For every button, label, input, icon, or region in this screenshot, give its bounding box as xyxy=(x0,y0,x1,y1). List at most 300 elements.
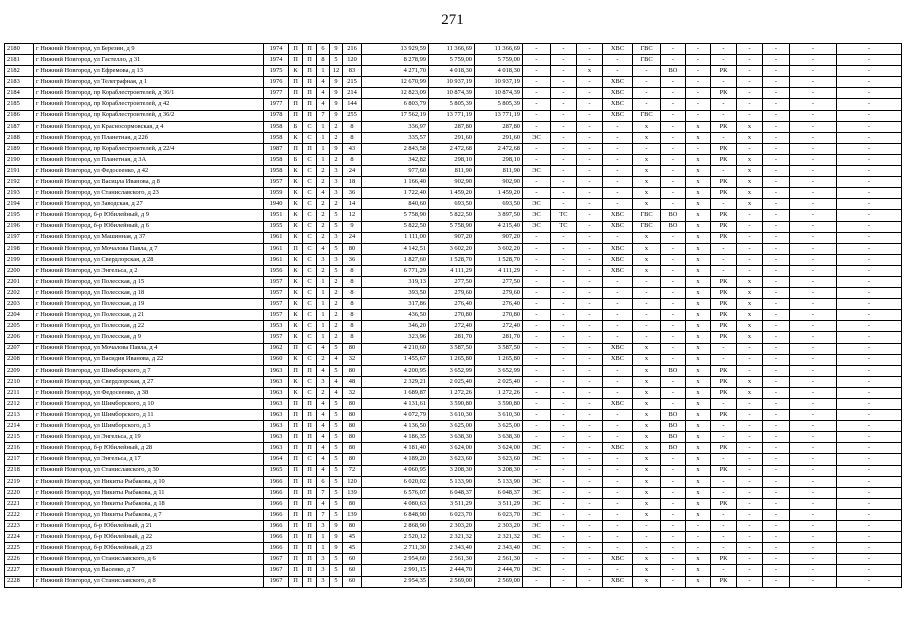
table-cell: х xyxy=(633,509,661,520)
table-cell: - xyxy=(551,243,577,254)
table-cell: 272,40 xyxy=(475,321,523,332)
table-cell: - xyxy=(523,143,551,154)
table-cell: х xyxy=(686,565,711,576)
row-number-cell: 2193 xyxy=(5,188,34,199)
table-cell: 1966 xyxy=(264,476,289,487)
table-cell: - xyxy=(790,454,837,465)
table-cell: х xyxy=(633,476,661,487)
table-cell: - xyxy=(577,55,603,66)
row-number-cell: 2194 xyxy=(5,199,34,210)
address-cell: г Нижний Новгород, ул Полесская, д 18 xyxy=(34,288,264,299)
table-cell: - xyxy=(763,365,790,376)
table-cell: 2 xyxy=(317,177,330,188)
table-cell: - xyxy=(790,565,837,576)
table-row xyxy=(5,465,902,476)
table-cell: К xyxy=(289,199,303,210)
table-cell: 1940 xyxy=(264,199,289,210)
table-cell: - xyxy=(523,66,551,77)
table-cell: - xyxy=(686,66,711,77)
housing-register-table xyxy=(4,43,902,588)
table-cell: 5 xyxy=(330,421,343,432)
address-cell: г Нижний Новгород, ул Шимборского, д 10 xyxy=(34,399,264,410)
table-cell: 1957 xyxy=(264,310,289,321)
table-cell: - xyxy=(633,288,661,299)
table-cell: х xyxy=(686,509,711,520)
table-cell: х xyxy=(737,387,763,398)
table-cell: - xyxy=(523,44,551,55)
table-cell: 5 805,39 xyxy=(429,99,475,110)
table-cell: х xyxy=(686,387,711,398)
table-cell: 902,90 xyxy=(475,177,523,188)
table-cell: 1963 xyxy=(264,365,289,376)
table-cell: РК xyxy=(711,66,737,77)
row-number-cell: 2196 xyxy=(5,221,34,232)
table-row xyxy=(5,443,902,454)
table-cell: 1967 xyxy=(264,576,289,587)
table-cell: - xyxy=(661,521,686,532)
table-cell: 3 590,80 xyxy=(429,399,475,410)
table-row xyxy=(5,188,902,199)
table-row xyxy=(5,265,902,276)
table-row xyxy=(5,210,902,221)
table-cell: П xyxy=(289,576,303,587)
table-cell: 6 771,29 xyxy=(362,265,429,276)
row-number-cell: 2188 xyxy=(5,132,34,143)
table-cell: 139 xyxy=(343,487,362,498)
table-cell: - xyxy=(790,143,837,154)
table-cell: 3 xyxy=(317,565,330,576)
table-cell: 4 080,63 xyxy=(362,498,429,509)
table-cell: 2 561,30 xyxy=(475,554,523,565)
table-cell: - xyxy=(711,565,737,576)
table-cell: - xyxy=(661,143,686,154)
table-row xyxy=(5,454,902,465)
table-cell: 2 561,30 xyxy=(429,554,475,565)
table-cell: П xyxy=(303,487,317,498)
table-cell: - xyxy=(737,55,763,66)
table-cell: - xyxy=(737,354,763,365)
table-cell: - xyxy=(837,77,902,88)
table-row xyxy=(5,299,902,310)
table-cell: - xyxy=(603,498,633,509)
table-cell: С xyxy=(303,177,317,188)
table-cell: 3 xyxy=(330,177,343,188)
table-cell: х xyxy=(633,254,661,265)
table-cell: ХВС xyxy=(603,554,633,565)
table-cell: - xyxy=(686,543,711,554)
table-cell: - xyxy=(551,299,577,310)
table-cell: П xyxy=(289,399,303,410)
table-row xyxy=(5,243,902,254)
table-cell: 7 xyxy=(317,509,330,520)
table-cell: 1957 xyxy=(264,177,289,188)
table-cell: х xyxy=(633,387,661,398)
row-number-cell: 2218 xyxy=(5,465,34,476)
row-number-cell: 2223 xyxy=(5,521,34,532)
table-cell: х xyxy=(633,443,661,454)
table-cell: - xyxy=(737,210,763,221)
table-cell: - xyxy=(603,310,633,321)
table-cell: - xyxy=(711,454,737,465)
table-cell: х xyxy=(633,154,661,165)
table-cell: - xyxy=(763,576,790,587)
table-cell: 6 020,02 xyxy=(362,476,429,487)
table-cell: - xyxy=(523,121,551,132)
table-cell: - xyxy=(763,410,790,421)
table-cell: - xyxy=(633,77,661,88)
table-cell: - xyxy=(603,521,633,532)
table-cell: - xyxy=(577,88,603,99)
table-cell: х xyxy=(633,454,661,465)
table-cell: - xyxy=(661,399,686,410)
table-cell: х xyxy=(686,188,711,199)
table-cell: - xyxy=(523,299,551,310)
table-cell: 298,10 xyxy=(429,154,475,165)
table-cell: ХВС xyxy=(603,210,633,221)
table-cell: 1975 xyxy=(264,66,289,77)
table-cell: 3 xyxy=(317,376,330,387)
table-cell: ЭС xyxy=(523,543,551,554)
table-cell: - xyxy=(763,121,790,132)
table-cell: х xyxy=(737,166,763,177)
table-row xyxy=(5,154,902,165)
table-cell: - xyxy=(577,276,603,287)
table-cell: - xyxy=(837,410,902,421)
table-cell: П xyxy=(303,432,317,443)
table-cell: - xyxy=(577,365,603,376)
table-cell: - xyxy=(523,177,551,188)
table-cell: 9 xyxy=(330,110,343,121)
table-cell: - xyxy=(711,421,737,432)
row-number-cell: 2212 xyxy=(5,399,34,410)
table-cell: РК xyxy=(711,276,737,287)
table-cell: - xyxy=(763,166,790,177)
table-cell: - xyxy=(763,132,790,143)
table-cell: - xyxy=(711,166,737,177)
table-cell: х xyxy=(686,310,711,321)
row-number-cell: 2222 xyxy=(5,509,34,520)
table-row xyxy=(5,77,902,88)
table-cell: - xyxy=(790,476,837,487)
table-cell: С xyxy=(303,154,317,165)
table-cell: - xyxy=(790,521,837,532)
table-cell: РК xyxy=(711,88,737,99)
row-number-cell: 2217 xyxy=(5,454,34,465)
table-cell: - xyxy=(737,77,763,88)
table-cell: 5 xyxy=(330,243,343,254)
address-cell: г Нижний Новгород, ул Никиты Рыбакова, д 18 xyxy=(34,498,264,509)
table-cell: 1 272,26 xyxy=(475,387,523,398)
table-cell: 1 528,70 xyxy=(429,254,475,265)
table-cell: П xyxy=(289,99,303,110)
table-cell: х xyxy=(686,432,711,443)
table-cell: - xyxy=(633,521,661,532)
table-cell: - xyxy=(790,387,837,398)
table-cell: - xyxy=(577,532,603,543)
table-cell: РК xyxy=(711,310,737,321)
table-cell: С xyxy=(303,254,317,265)
table-cell: - xyxy=(577,110,603,121)
table-cell: - xyxy=(551,66,577,77)
table-cell: - xyxy=(837,55,902,66)
table-cell: ХВС xyxy=(603,343,633,354)
table-cell: 5 805,39 xyxy=(475,99,523,110)
table-cell: 18 xyxy=(343,177,362,188)
table-cell: 393,50 xyxy=(362,288,429,299)
table-cell: х xyxy=(737,276,763,287)
table-cell: 4 xyxy=(317,88,330,99)
table-cell: - xyxy=(577,543,603,554)
table-cell: - xyxy=(790,332,837,343)
table-cell: - xyxy=(837,532,902,543)
table-cell: К xyxy=(289,254,303,265)
table-cell: - xyxy=(661,121,686,132)
table-cell: 80 xyxy=(343,421,362,432)
table-cell: 1 265,80 xyxy=(475,354,523,365)
table-cell: 1957 xyxy=(264,299,289,310)
table-cell: 2 xyxy=(330,132,343,143)
table-cell: 3 625,00 xyxy=(475,421,523,432)
table-cell: - xyxy=(711,265,737,276)
table-cell: - xyxy=(790,410,837,421)
table-cell: - xyxy=(577,376,603,387)
table-cell: 3 xyxy=(317,254,330,265)
table-cell: - xyxy=(837,143,902,154)
table-cell: - xyxy=(790,498,837,509)
table-cell: К xyxy=(289,288,303,299)
table-cell: РК xyxy=(711,332,737,343)
address-cell: г Нижний Новгород, пр Кораблестроителей, д 36/1 xyxy=(34,88,264,99)
address-cell: г Нижний Новгород, ул Березин, д 9 xyxy=(34,44,264,55)
table-cell: 13 929,59 xyxy=(362,44,429,55)
table-cell: - xyxy=(790,343,837,354)
table-cell: - xyxy=(551,399,577,410)
table-cell: 2 321,32 xyxy=(429,532,475,543)
table-cell: х xyxy=(686,332,711,343)
table-cell: 4 xyxy=(317,99,330,110)
table-cell: РК xyxy=(711,410,737,421)
table-cell: П xyxy=(289,432,303,443)
table-cell: - xyxy=(837,365,902,376)
table-cell: 3 602,20 xyxy=(475,243,523,254)
table-cell: - xyxy=(737,399,763,410)
table-cell: - xyxy=(837,565,902,576)
table-cell: - xyxy=(577,299,603,310)
table-cell: П xyxy=(303,143,317,154)
table-cell: 5 xyxy=(330,410,343,421)
table-cell: х xyxy=(686,121,711,132)
table-cell: 2 xyxy=(330,332,343,343)
table-cell: К xyxy=(289,354,303,365)
table-cell: С xyxy=(303,332,317,343)
table-cell: - xyxy=(737,265,763,276)
table-cell: ЭС xyxy=(523,532,551,543)
table-cell: П xyxy=(289,77,303,88)
table-cell: х xyxy=(633,421,661,432)
table-cell: 1966 xyxy=(264,532,289,543)
table-cell: ВО xyxy=(661,221,686,232)
table-cell: 907,20 xyxy=(475,232,523,243)
table-cell: х xyxy=(737,332,763,343)
table-cell: 5 xyxy=(330,487,343,498)
table-cell: - xyxy=(633,66,661,77)
table-cell: 4 xyxy=(317,465,330,476)
table-cell: ВО xyxy=(661,443,686,454)
table-cell: 4 111,29 xyxy=(475,265,523,276)
address-cell: г Нижний Новгород, ул Свердлорская, д 28 xyxy=(34,254,264,265)
row-number-cell: 2200 xyxy=(5,265,34,276)
row-number-cell: 2195 xyxy=(5,210,34,221)
table-cell: П xyxy=(289,410,303,421)
table-cell: - xyxy=(790,254,837,265)
table-cell: 2 303,20 xyxy=(475,521,523,532)
table-row xyxy=(5,487,902,498)
table-cell: - xyxy=(551,121,577,132)
table-cell: - xyxy=(661,532,686,543)
table-row xyxy=(5,221,902,232)
table-cell: - xyxy=(661,387,686,398)
address-cell: г Нижний Новгород, б-р Юбилейный, д 22 xyxy=(34,532,264,543)
table-cell: 5 xyxy=(330,554,343,565)
table-cell: 3 511,29 xyxy=(475,498,523,509)
table-cell: х xyxy=(686,221,711,232)
table-cell: 4 072,79 xyxy=(362,410,429,421)
table-cell: 1 111,00 xyxy=(362,232,429,243)
table-cell: - xyxy=(837,232,902,243)
row-number-cell: 2202 xyxy=(5,288,34,299)
table-cell: - xyxy=(686,77,711,88)
table-cell: 5 133,90 xyxy=(475,476,523,487)
table-cell: х xyxy=(633,498,661,509)
address-cell: г Нижний Новгород, б-р Юбилейный, д 6 xyxy=(34,221,264,232)
table-cell: 1958 xyxy=(264,154,289,165)
table-cell: 1959 xyxy=(264,188,289,199)
table-cell: - xyxy=(603,121,633,132)
table-cell: - xyxy=(737,554,763,565)
table-cell: - xyxy=(633,532,661,543)
address-cell: г Нижний Новгород, ул Никиты Рыбакова, д 7 xyxy=(34,509,264,520)
table-cell: - xyxy=(837,110,902,121)
table-cell: - xyxy=(577,410,603,421)
table-cell: - xyxy=(551,143,577,154)
table-cell: 287,80 xyxy=(429,121,475,132)
table-cell: 8 278,99 xyxy=(362,55,429,66)
table-cell: 8 xyxy=(343,332,362,343)
table-cell: - xyxy=(790,276,837,287)
table-cell: 4 xyxy=(317,343,330,354)
table-cell: РК xyxy=(711,465,737,476)
table-cell: 255 xyxy=(343,110,362,121)
table-cell: - xyxy=(577,443,603,454)
address-cell: г Нижний Новгород, б-р Юбилейный, д 28 xyxy=(34,443,264,454)
table-cell: 5 xyxy=(330,432,343,443)
table-cell: ЭС xyxy=(523,132,551,143)
table-cell: - xyxy=(577,576,603,587)
table-cell: 2 472,68 xyxy=(475,143,523,154)
table-cell: - xyxy=(523,88,551,99)
table-cell: х xyxy=(737,188,763,199)
address-cell: г Нижний Новгород, ул Никиты Рыбакова, д 11 xyxy=(34,487,264,498)
table-cell: - xyxy=(523,55,551,66)
table-cell: 2 xyxy=(330,299,343,310)
table-cell: П xyxy=(289,565,303,576)
table-cell: - xyxy=(790,443,837,454)
table-cell: х xyxy=(633,554,661,565)
table-cell: - xyxy=(551,166,577,177)
table-cell: - xyxy=(790,310,837,321)
table-cell: - xyxy=(577,265,603,276)
table-cell: - xyxy=(837,288,902,299)
table-cell: 4 xyxy=(330,354,343,365)
table-cell: 60 xyxy=(343,565,362,576)
table-cell: - xyxy=(551,532,577,543)
table-cell: - xyxy=(551,288,577,299)
table-cell: - xyxy=(763,254,790,265)
table-cell: 436,50 xyxy=(362,310,429,321)
table-cell: - xyxy=(661,332,686,343)
table-cell: ВО xyxy=(661,365,686,376)
table-cell: 1960 xyxy=(264,354,289,365)
table-cell: - xyxy=(763,399,790,410)
table-cell: ЭС xyxy=(523,221,551,232)
table-cell: С xyxy=(303,166,317,177)
table-cell: - xyxy=(737,421,763,432)
table-cell: - xyxy=(577,332,603,343)
table-cell: х xyxy=(686,132,711,143)
table-cell: П xyxy=(303,443,317,454)
table-cell: - xyxy=(763,432,790,443)
table-cell: 3 610,30 xyxy=(475,410,523,421)
table-cell: 1 166,40 xyxy=(362,177,429,188)
row-number-cell: 2226 xyxy=(5,554,34,565)
table-cell: - xyxy=(790,199,837,210)
table-cell: 1 xyxy=(317,143,330,154)
table-cell: х xyxy=(737,132,763,143)
table-cell: - xyxy=(603,321,633,332)
table-cell: 298,10 xyxy=(475,154,523,165)
table-cell: - xyxy=(737,465,763,476)
table-cell: 902,90 xyxy=(429,177,475,188)
table-row xyxy=(5,288,902,299)
table-cell: К xyxy=(289,177,303,188)
table-cell: П xyxy=(303,365,317,376)
table-cell: 2 xyxy=(330,321,343,332)
table-cell: - xyxy=(790,110,837,121)
table-row xyxy=(5,399,902,410)
table-cell: 1953 xyxy=(264,321,289,332)
table-cell: 1963 xyxy=(264,443,289,454)
table-cell: - xyxy=(790,576,837,587)
table-cell: ЭС xyxy=(523,565,551,576)
table-cell: 291,60 xyxy=(429,132,475,143)
table-cell: 1966 xyxy=(264,498,289,509)
table-cell: 9 xyxy=(330,143,343,154)
table-cell: - xyxy=(763,421,790,432)
table-cell: - xyxy=(551,443,577,454)
row-number-cell: 2207 xyxy=(5,343,34,354)
table-cell: - xyxy=(763,498,790,509)
row-number-cell: 2182 xyxy=(5,66,34,77)
table-cell: - xyxy=(661,154,686,165)
table-cell: РК xyxy=(711,321,737,332)
table-cell: 3 625,00 xyxy=(429,421,475,432)
table-cell: 335,57 xyxy=(362,132,429,143)
table-cell: х xyxy=(686,254,711,265)
table-cell: - xyxy=(577,432,603,443)
table-cell: 1 xyxy=(317,332,330,343)
row-number-cell: 2205 xyxy=(5,321,34,332)
table-cell: 1955 xyxy=(264,221,289,232)
